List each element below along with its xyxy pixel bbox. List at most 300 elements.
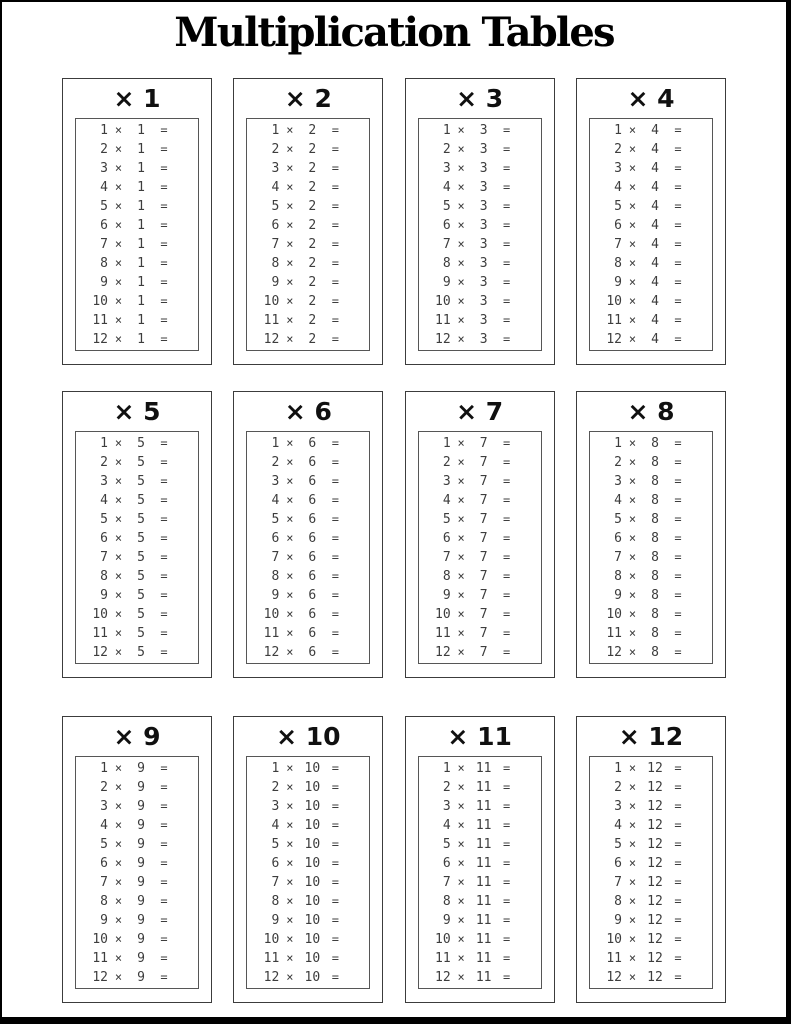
equals-sign: =	[503, 569, 511, 583]
table-row	[255, 159, 369, 178]
multiplicand: 1	[614, 435, 622, 451]
multiplier: 4	[651, 141, 659, 157]
table-body	[589, 431, 713, 664]
multiplier: 3	[479, 141, 488, 157]
times-sign: ×	[286, 932, 294, 946]
multiplicand: 1	[100, 760, 108, 776]
equals-sign: =	[503, 818, 511, 832]
times-sign: ×	[628, 970, 637, 984]
multiplicand: 5	[614, 198, 622, 214]
table-row	[255, 292, 369, 311]
table-body	[418, 431, 542, 664]
table-body	[246, 431, 370, 664]
multiplicand: 9	[614, 587, 622, 603]
multiplicand: 7	[614, 236, 622, 252]
multiplicand: 11	[606, 625, 622, 641]
times-sign: ×	[457, 123, 465, 137]
table-row	[427, 510, 541, 529]
times-sign: ×	[457, 607, 465, 621]
multiplicand: 8	[100, 255, 108, 271]
multiplicand: 3	[442, 473, 451, 489]
table-row	[255, 968, 369, 987]
multiplication-table-card	[405, 716, 555, 1003]
table-row	[427, 759, 541, 778]
multiplier: 11	[475, 912, 492, 928]
times-sign: ×	[286, 588, 294, 602]
table-row	[255, 548, 369, 567]
times-sign: ×	[286, 218, 294, 232]
equals-sign: =	[160, 218, 168, 232]
multiplicand: 12	[435, 331, 451, 347]
times-sign: ×	[286, 161, 294, 175]
table-row	[427, 159, 541, 178]
equals-sign: =	[503, 180, 511, 194]
table-row	[598, 778, 712, 797]
multiplicand: 12	[92, 331, 108, 347]
equals-sign: =	[674, 332, 682, 346]
times-sign: ×	[286, 123, 294, 137]
table-row	[427, 778, 541, 797]
table-row	[84, 816, 198, 835]
table-row	[598, 586, 712, 605]
times-sign: ×	[114, 799, 123, 813]
multiplier: 5	[137, 587, 145, 603]
table-row	[598, 548, 712, 567]
times-sign: ×	[114, 626, 123, 640]
table-header: × 9	[113, 722, 161, 751]
multiplier: 11	[475, 836, 492, 852]
multiplicand: 2	[100, 779, 108, 795]
table-row	[84, 586, 198, 605]
multiplier: 4	[651, 293, 659, 309]
equals-sign: =	[674, 913, 682, 927]
multiplier: 12	[647, 893, 663, 909]
multiplicand: 12	[263, 969, 280, 985]
multiplicand: 11	[606, 312, 622, 328]
multiplier: 1	[137, 160, 145, 176]
table-row	[84, 273, 198, 292]
equals-sign: =	[503, 780, 511, 794]
times-sign: ×	[628, 913, 637, 927]
multiplier: 6	[308, 530, 317, 546]
table-header: × 8	[627, 397, 675, 426]
times-sign: ×	[457, 799, 465, 813]
multiplier: 11	[475, 855, 492, 871]
times-sign: ×	[114, 607, 123, 621]
times-sign: ×	[114, 531, 123, 545]
times-sign: ×	[114, 161, 123, 175]
table-row	[84, 548, 198, 567]
multiplier: 6	[308, 606, 317, 622]
equals-sign: =	[160, 436, 168, 450]
multiplicand: 5	[614, 836, 622, 852]
multiplier: 9	[137, 874, 145, 890]
multiplier: 8	[651, 435, 659, 451]
multiplier: 8	[651, 454, 659, 470]
equals-sign: =	[674, 588, 682, 602]
table-body	[246, 118, 370, 351]
multiplicand: 8	[614, 255, 622, 271]
equals-sign: =	[331, 913, 339, 927]
multiplicand: 5	[100, 836, 108, 852]
times-sign: ×	[628, 818, 637, 832]
multiplicand: 6	[442, 217, 451, 233]
table-row	[427, 605, 541, 624]
multiplier: 3	[479, 217, 488, 233]
times-sign: ×	[114, 313, 123, 327]
times-sign: ×	[628, 626, 637, 640]
multiplier: 12	[647, 950, 663, 966]
multiplicand: 5	[271, 836, 280, 852]
multiplicand: 6	[442, 855, 451, 871]
multiplier: 10	[304, 874, 321, 890]
table-row	[84, 510, 198, 529]
table-row	[427, 835, 541, 854]
multiplication-table-card	[233, 78, 383, 365]
multiplicand: 2	[271, 779, 280, 795]
multiplicand: 7	[100, 874, 108, 890]
multiplicand: 8	[442, 255, 451, 271]
multiplicand: 9	[271, 274, 280, 290]
times-sign: ×	[286, 856, 294, 870]
table-row	[427, 797, 541, 816]
multiplier: 10	[304, 893, 321, 909]
multiplicand: 8	[100, 893, 108, 909]
multiplicand: 1	[442, 122, 451, 138]
times-sign: ×	[457, 436, 465, 450]
multiplicand: 8	[271, 568, 280, 584]
times-sign: ×	[457, 275, 465, 289]
multiplier: 10	[304, 912, 321, 928]
times-sign: ×	[628, 780, 637, 794]
multiplicand: 10	[435, 606, 451, 622]
times-sign: ×	[628, 550, 637, 564]
table-row	[598, 273, 712, 292]
equals-sign: =	[331, 294, 339, 308]
multiplicand: 5	[442, 511, 451, 527]
table-row	[598, 453, 712, 472]
table-row	[255, 624, 369, 643]
equals-sign: =	[331, 256, 339, 270]
multiplier: 9	[137, 912, 145, 928]
multiplier: 5	[137, 454, 145, 470]
multiplier: 1	[137, 141, 145, 157]
equals-sign: =	[331, 569, 339, 583]
multiplicand: 5	[614, 511, 622, 527]
table-body	[75, 756, 199, 989]
equals-sign: =	[160, 970, 168, 984]
table-body	[418, 756, 542, 989]
multiplier: 3	[479, 122, 488, 138]
multiplier: 6	[308, 435, 317, 451]
table-row	[427, 643, 541, 662]
multiplicand: 2	[271, 454, 280, 470]
multiplier: 5	[137, 492, 145, 508]
equals-sign: =	[674, 550, 682, 564]
times-sign: ×	[457, 199, 465, 213]
multiplier: 10	[304, 836, 321, 852]
equals-sign: =	[331, 123, 339, 137]
times-sign: ×	[114, 493, 123, 507]
times-sign: ×	[628, 531, 637, 545]
multiplier: 9	[137, 969, 145, 985]
table-row	[255, 529, 369, 548]
equals-sign: =	[160, 837, 168, 851]
table-row	[255, 911, 369, 930]
times-sign: ×	[286, 512, 294, 526]
multiplier: 3	[479, 160, 488, 176]
table-row	[598, 254, 712, 273]
times-sign: ×	[286, 474, 294, 488]
multiplier: 11	[475, 969, 492, 985]
table-row	[427, 892, 541, 911]
times-sign: ×	[114, 550, 123, 564]
multiplier: 6	[308, 549, 317, 565]
equals-sign: =	[160, 951, 168, 965]
multiplicand: 6	[614, 530, 622, 546]
table-row	[84, 873, 198, 892]
equals-sign: =	[674, 761, 682, 775]
multiplicand: 7	[271, 874, 280, 890]
equals-sign: =	[674, 123, 682, 137]
times-sign: ×	[457, 218, 465, 232]
multiplicand: 4	[100, 817, 108, 833]
multiplier: 6	[308, 492, 317, 508]
multiplicand: 2	[271, 141, 280, 157]
table-row	[255, 453, 369, 472]
equals-sign: =	[331, 875, 339, 889]
multiplier: 4	[651, 198, 659, 214]
multiplicand: 12	[606, 331, 622, 347]
table-row	[598, 835, 712, 854]
multiplier: 1	[137, 331, 145, 347]
equals-sign: =	[331, 180, 339, 194]
multiplicand: 12	[92, 969, 108, 985]
equals-sign: =	[503, 199, 511, 213]
multiplier: 2	[308, 122, 317, 138]
times-sign: ×	[114, 275, 123, 289]
multiplier: 1	[137, 236, 145, 252]
multiplicand: 11	[263, 950, 280, 966]
table-row	[84, 216, 198, 235]
multiplicand: 4	[100, 492, 108, 508]
multiplication-table-card	[576, 78, 726, 365]
multiplicand: 6	[614, 855, 622, 871]
multiplicand: 7	[100, 236, 108, 252]
equals-sign: =	[331, 142, 339, 156]
table-row	[427, 434, 541, 453]
multiplicand: 9	[271, 912, 280, 928]
equals-sign: =	[160, 645, 168, 659]
multiplier: 2	[308, 198, 317, 214]
equals-sign: =	[503, 142, 511, 156]
multiplier: 8	[651, 587, 659, 603]
equals-sign: =	[331, 761, 339, 775]
multiplier: 12	[647, 760, 663, 776]
multiplier: 12	[647, 836, 663, 852]
times-sign: ×	[628, 588, 637, 602]
table-row	[598, 159, 712, 178]
multiplicand: 7	[442, 549, 451, 565]
equals-sign: =	[331, 531, 339, 545]
multiplicand: 1	[614, 122, 622, 138]
multiplication-table-card	[62, 78, 212, 365]
equals-sign: =	[160, 588, 168, 602]
multiplier: 7	[479, 492, 488, 508]
page-title: Multiplication Tables	[174, 9, 614, 56]
equals-sign: =	[331, 512, 339, 526]
times-sign: ×	[114, 894, 123, 908]
table-row	[255, 330, 369, 349]
equals-sign: =	[674, 256, 682, 270]
equals-sign: =	[160, 607, 168, 621]
table-row	[598, 797, 712, 816]
table-row	[255, 510, 369, 529]
equals-sign: =	[331, 237, 339, 251]
times-sign: ×	[286, 493, 294, 507]
multiplication-table-card	[405, 78, 555, 365]
multiplier: 10	[304, 798, 321, 814]
equals-sign: =	[331, 332, 339, 346]
table-row	[255, 140, 369, 159]
multiplicand: 12	[435, 644, 451, 660]
multiplier: 7	[479, 568, 488, 584]
equals-sign: =	[331, 626, 339, 640]
table-row	[598, 434, 712, 453]
equals-sign: =	[503, 626, 511, 640]
equals-sign: =	[503, 913, 511, 927]
table-header: × 2	[284, 84, 332, 113]
cards-row	[62, 716, 726, 1003]
table-row	[255, 567, 369, 586]
table-row	[427, 930, 541, 949]
table-header: × 11	[447, 722, 512, 751]
table-body	[246, 756, 370, 989]
multiplicand: 2	[100, 454, 108, 470]
times-sign: ×	[286, 875, 294, 889]
equals-sign: =	[160, 332, 168, 346]
multiplier: 10	[304, 931, 321, 947]
times-sign: ×	[628, 436, 637, 450]
multiplicand: 4	[271, 492, 280, 508]
multiplicand: 2	[442, 779, 451, 795]
table-row	[427, 548, 541, 567]
equals-sign: =	[160, 493, 168, 507]
table-row	[84, 434, 198, 453]
multiplier: 2	[308, 217, 317, 233]
multiplicand: 4	[271, 179, 280, 195]
table-row	[255, 197, 369, 216]
times-sign: ×	[628, 875, 637, 889]
times-sign: ×	[286, 818, 294, 832]
times-sign: ×	[286, 799, 294, 813]
multiplier: 12	[647, 798, 663, 814]
times-sign: ×	[628, 799, 637, 813]
table-row	[598, 140, 712, 159]
times-sign: ×	[628, 275, 637, 289]
times-sign: ×	[457, 894, 465, 908]
equals-sign: =	[674, 237, 682, 251]
multiplier: 9	[137, 931, 145, 947]
equals-sign: =	[331, 894, 339, 908]
times-sign: ×	[286, 275, 294, 289]
times-sign: ×	[114, 875, 123, 889]
times-sign: ×	[114, 455, 123, 469]
table-row	[427, 911, 541, 930]
times-sign: ×	[457, 531, 465, 545]
table-row	[255, 930, 369, 949]
multiplier: 2	[308, 236, 317, 252]
table-row	[427, 949, 541, 968]
multiplicand: 3	[614, 798, 622, 814]
equals-sign: =	[331, 856, 339, 870]
table-row	[255, 816, 369, 835]
table-row	[427, 816, 541, 835]
multiplicand: 9	[614, 912, 622, 928]
times-sign: ×	[286, 436, 294, 450]
multiplicand: 3	[271, 473, 280, 489]
multiplicand: 9	[442, 587, 451, 603]
multiplier: 5	[137, 625, 145, 641]
multiplier: 11	[475, 779, 492, 795]
equals-sign: =	[160, 818, 168, 832]
multiplicand: 4	[271, 817, 280, 833]
table-row	[427, 873, 541, 892]
multiplicand: 11	[435, 950, 451, 966]
multiplicand: 6	[100, 855, 108, 871]
table-row	[427, 472, 541, 491]
multiplier: 8	[651, 568, 659, 584]
table-row	[598, 510, 712, 529]
times-sign: ×	[457, 761, 465, 775]
multiplicand: 2	[614, 454, 622, 470]
equals-sign: =	[160, 531, 168, 545]
multiplicand: 7	[271, 236, 280, 252]
equals-sign: =	[503, 645, 511, 659]
times-sign: ×	[628, 199, 637, 213]
table-row	[427, 330, 541, 349]
times-sign: ×	[457, 550, 465, 564]
equals-sign: =	[674, 875, 682, 889]
multiplier: 4	[651, 122, 659, 138]
times-sign: ×	[457, 932, 465, 946]
equals-sign: =	[503, 474, 511, 488]
equals-sign: =	[331, 218, 339, 232]
multiplier: 7	[479, 587, 488, 603]
table-row	[84, 624, 198, 643]
times-sign: ×	[457, 951, 465, 965]
equals-sign: =	[674, 275, 682, 289]
table-row	[84, 911, 198, 930]
times-sign: ×	[286, 256, 294, 270]
multiplier: 7	[479, 530, 488, 546]
equals-sign: =	[674, 780, 682, 794]
multiplicand: 10	[606, 931, 622, 947]
table-row	[427, 567, 541, 586]
multiplier: 6	[308, 644, 317, 660]
multiplicand: 11	[606, 950, 622, 966]
times-sign: ×	[457, 493, 465, 507]
cards-row	[62, 391, 726, 678]
multiplicand: 1	[271, 435, 280, 451]
cards-row	[62, 78, 726, 365]
multiplicand: 2	[442, 454, 451, 470]
multiplier: 8	[651, 549, 659, 565]
equals-sign: =	[503, 970, 511, 984]
times-sign: ×	[286, 913, 294, 927]
times-sign: ×	[628, 932, 637, 946]
multiplicand: 12	[606, 969, 622, 985]
